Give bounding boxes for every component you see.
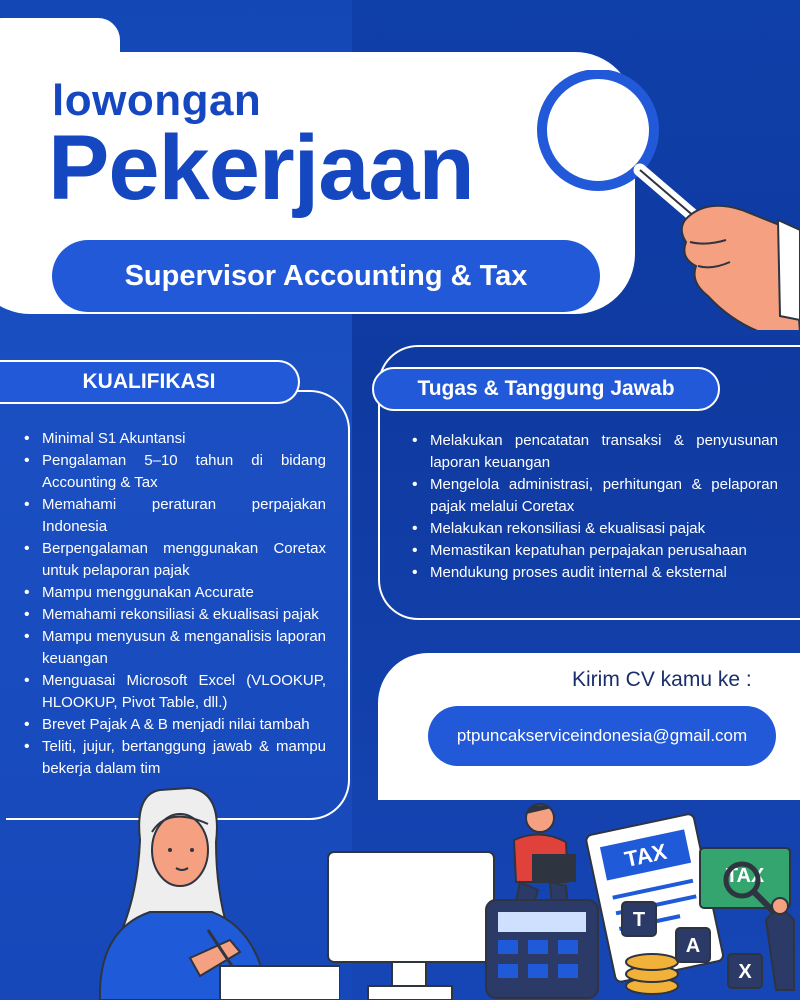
tax-block-x: X	[738, 961, 752, 983]
duties-heading-pill	[372, 367, 720, 411]
tax-block-a: A	[685, 935, 701, 957]
list-item: • Mengelola administrasi, perhitungan & pelaporan pajak melalui Coretax	[412, 474, 778, 518]
email-address[interactable]: ptpuncakserviceindonesia@gmail.com	[456, 726, 748, 745]
list-item: • Pengalaman 5–10 tahun di bidang Accounting & Tax	[24, 450, 326, 494]
list-item: • Mampu menggunakan Accurate	[24, 582, 326, 604]
title-small: lowongan	[52, 76, 262, 125]
list-item: • Memahami peraturan perpajakan Indonesia	[24, 494, 326, 538]
list-item: • Teliti, jujur, bertanggung jawab & mampu bekerja dalam tim	[24, 736, 326, 780]
qualifications-heading-pill	[0, 360, 300, 404]
monitor-illustration	[318, 848, 498, 1000]
list-item: • Melakukan pencatatan transaksi & penyusunan laporan keuangan	[412, 430, 778, 474]
list-item: • Berpengalaman menggunakan Coretax untuk pelaporan pajak	[24, 538, 326, 582]
duties-list	[412, 430, 778, 584]
duties-heading: Tugas & Tanggung Jawab	[417, 377, 675, 400]
job-position-pill	[52, 240, 600, 312]
woman-illustration	[40, 780, 340, 1000]
list-item: • Brevet Pajak A & B menjadi nilai tambah	[24, 714, 326, 736]
title-big: Pekerjaan	[48, 117, 474, 219]
list-item: • Melakukan rekonsiliasi & ekualisasi pajak	[412, 518, 778, 540]
job-position-label: Supervisor Accounting & Tax	[124, 259, 528, 292]
list-item: • Menguasai Microsoft Excel (VLOOKUP, HLOOKUP, Pivot Table, dll.)	[24, 670, 326, 714]
tax-doc-label: TAX	[622, 838, 669, 873]
tax-card-label: TAX	[725, 865, 765, 887]
qualifications-heading: KUALIFIKASI	[82, 370, 216, 393]
contact-label: Kirim CV kamu ke :	[572, 668, 752, 691]
list-item: • Memastikan kepatuhan perpajakan perusahaan	[412, 540, 778, 562]
list-item: • Memahami rekonsiliasi & ekualisasi pajak	[24, 604, 326, 626]
tax-illustration	[580, 810, 800, 1000]
list-item: • Mampu menyusun & menganalisis laporan keuangan	[24, 626, 326, 670]
tax-block-t: T	[632, 909, 646, 931]
magnifier-icon	[530, 70, 800, 330]
email-button[interactable]	[428, 706, 776, 766]
list-item: • Minimal S1 Akuntansi	[24, 428, 326, 450]
list-item: • Mendukung proses audit internal & eksternal	[412, 562, 778, 584]
qualifications-list	[24, 428, 326, 780]
